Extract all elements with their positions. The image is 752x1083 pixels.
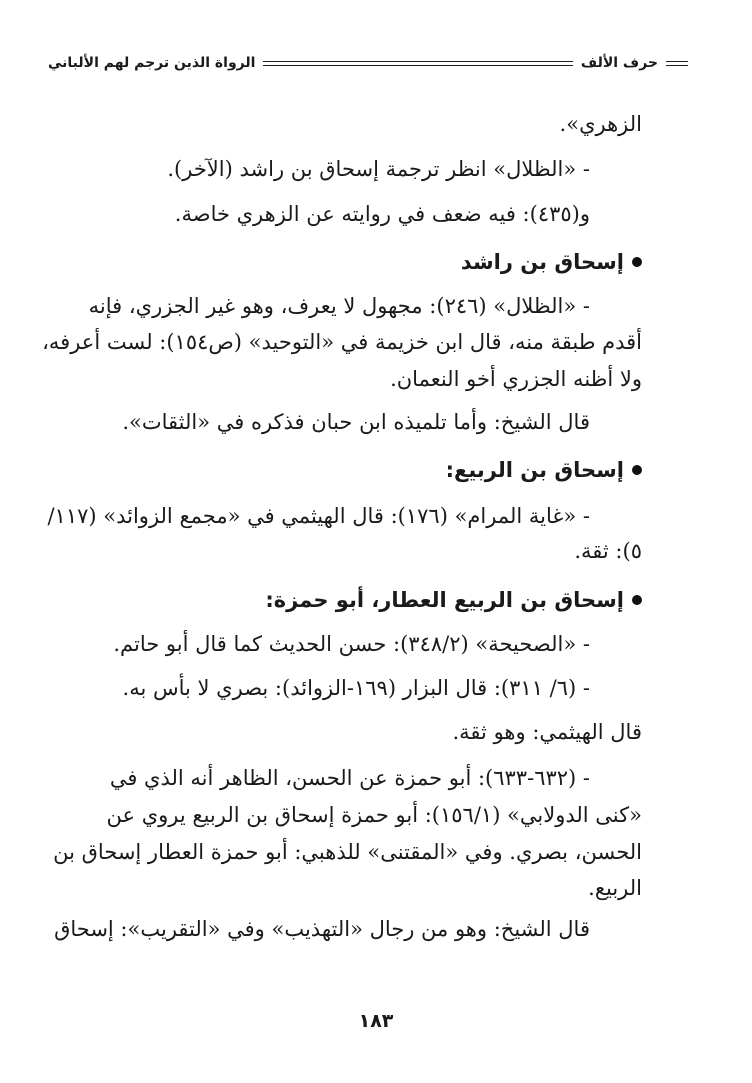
text-line: - «الظلال» (٢٤٦): مجهول لا يعرف، وهو غير الجزري، فإنه [88, 294, 590, 318]
entry-heading-text: إسحاق بن الربيع: [445, 458, 624, 482]
entry-heading [265, 584, 642, 616]
text-line: «كنى الدولابي» (١٥٦/١): أبو حمزة إسحاق بن الربيع يروي عن [106, 803, 642, 827]
header-chapter: حرف الألف [580, 55, 658, 71]
bullet-icon [632, 595, 642, 605]
text-line: ولا أظنه الجزري أخو النعمان. [390, 367, 642, 391]
text-line: - (٦/ ٣١١): قال البزار (١٦٩-الزوائد): بصري لا بأس به. [122, 676, 590, 700]
header-title: الرواة الذين ترجم لهم الألباني [48, 55, 256, 71]
text-line: الربيع. [588, 876, 642, 900]
entry-heading-text: إسحاق بن راشد [460, 250, 624, 274]
header-rule-middle [263, 61, 572, 66]
text-line: قال الهيثمي: وهو ثقة. [452, 720, 642, 744]
text-line: - «الصحيحة» (٣٤٨/٢): حسن الحديث كما قال أبو حاتم. [113, 632, 590, 656]
text-line: أقدم طبقة منه، قال ابن خزيمة في «التوحيد» (ص١٥٤): لست أعرفه، [42, 330, 642, 354]
bullet-icon [632, 465, 642, 475]
running-header [48, 50, 688, 76]
entry-heading [461, 246, 642, 278]
text-line: قال الشيخ: وأما تلميذه ابن حبان فذكره في «الثقات». [122, 410, 590, 434]
entry-heading-text: إسحاق بن الربيع العطار، أبو حمزة: [265, 588, 624, 612]
text-line: و(٤٣٥): فيه ضعف في روايته عن الزهري خاصة. [174, 202, 590, 226]
text-line: الزهري». [559, 112, 642, 136]
text-line: ٥): ثقة. [574, 539, 642, 563]
bullet-icon [632, 257, 642, 267]
entry-heading [446, 454, 642, 486]
text-line: - (٦٣٢-٦٣٣): أبو حمزة عن الحسن، الظاهر أنه الذي في [109, 766, 590, 790]
page-number: ١٨٣ [358, 1010, 394, 1032]
text-line: - «غاية المرام» (١٧٦): قال الهيثمي في «مجمع الزوائد» (١١٧/ [47, 504, 590, 528]
text-line: الحسن، بصري. وفي «المقتنى» للذهبي: أبو حمزة العطار إسحاق بن [53, 840, 642, 864]
text-line: - «الظلال» انظر ترجمة إسحاق بن راشد (الآخر). [167, 157, 590, 181]
text-line: قال الشيخ: وهو من رجال «التهذيب» وفي «التقريب»: إسحاق [54, 917, 590, 941]
header-rule-right [666, 61, 688, 66]
